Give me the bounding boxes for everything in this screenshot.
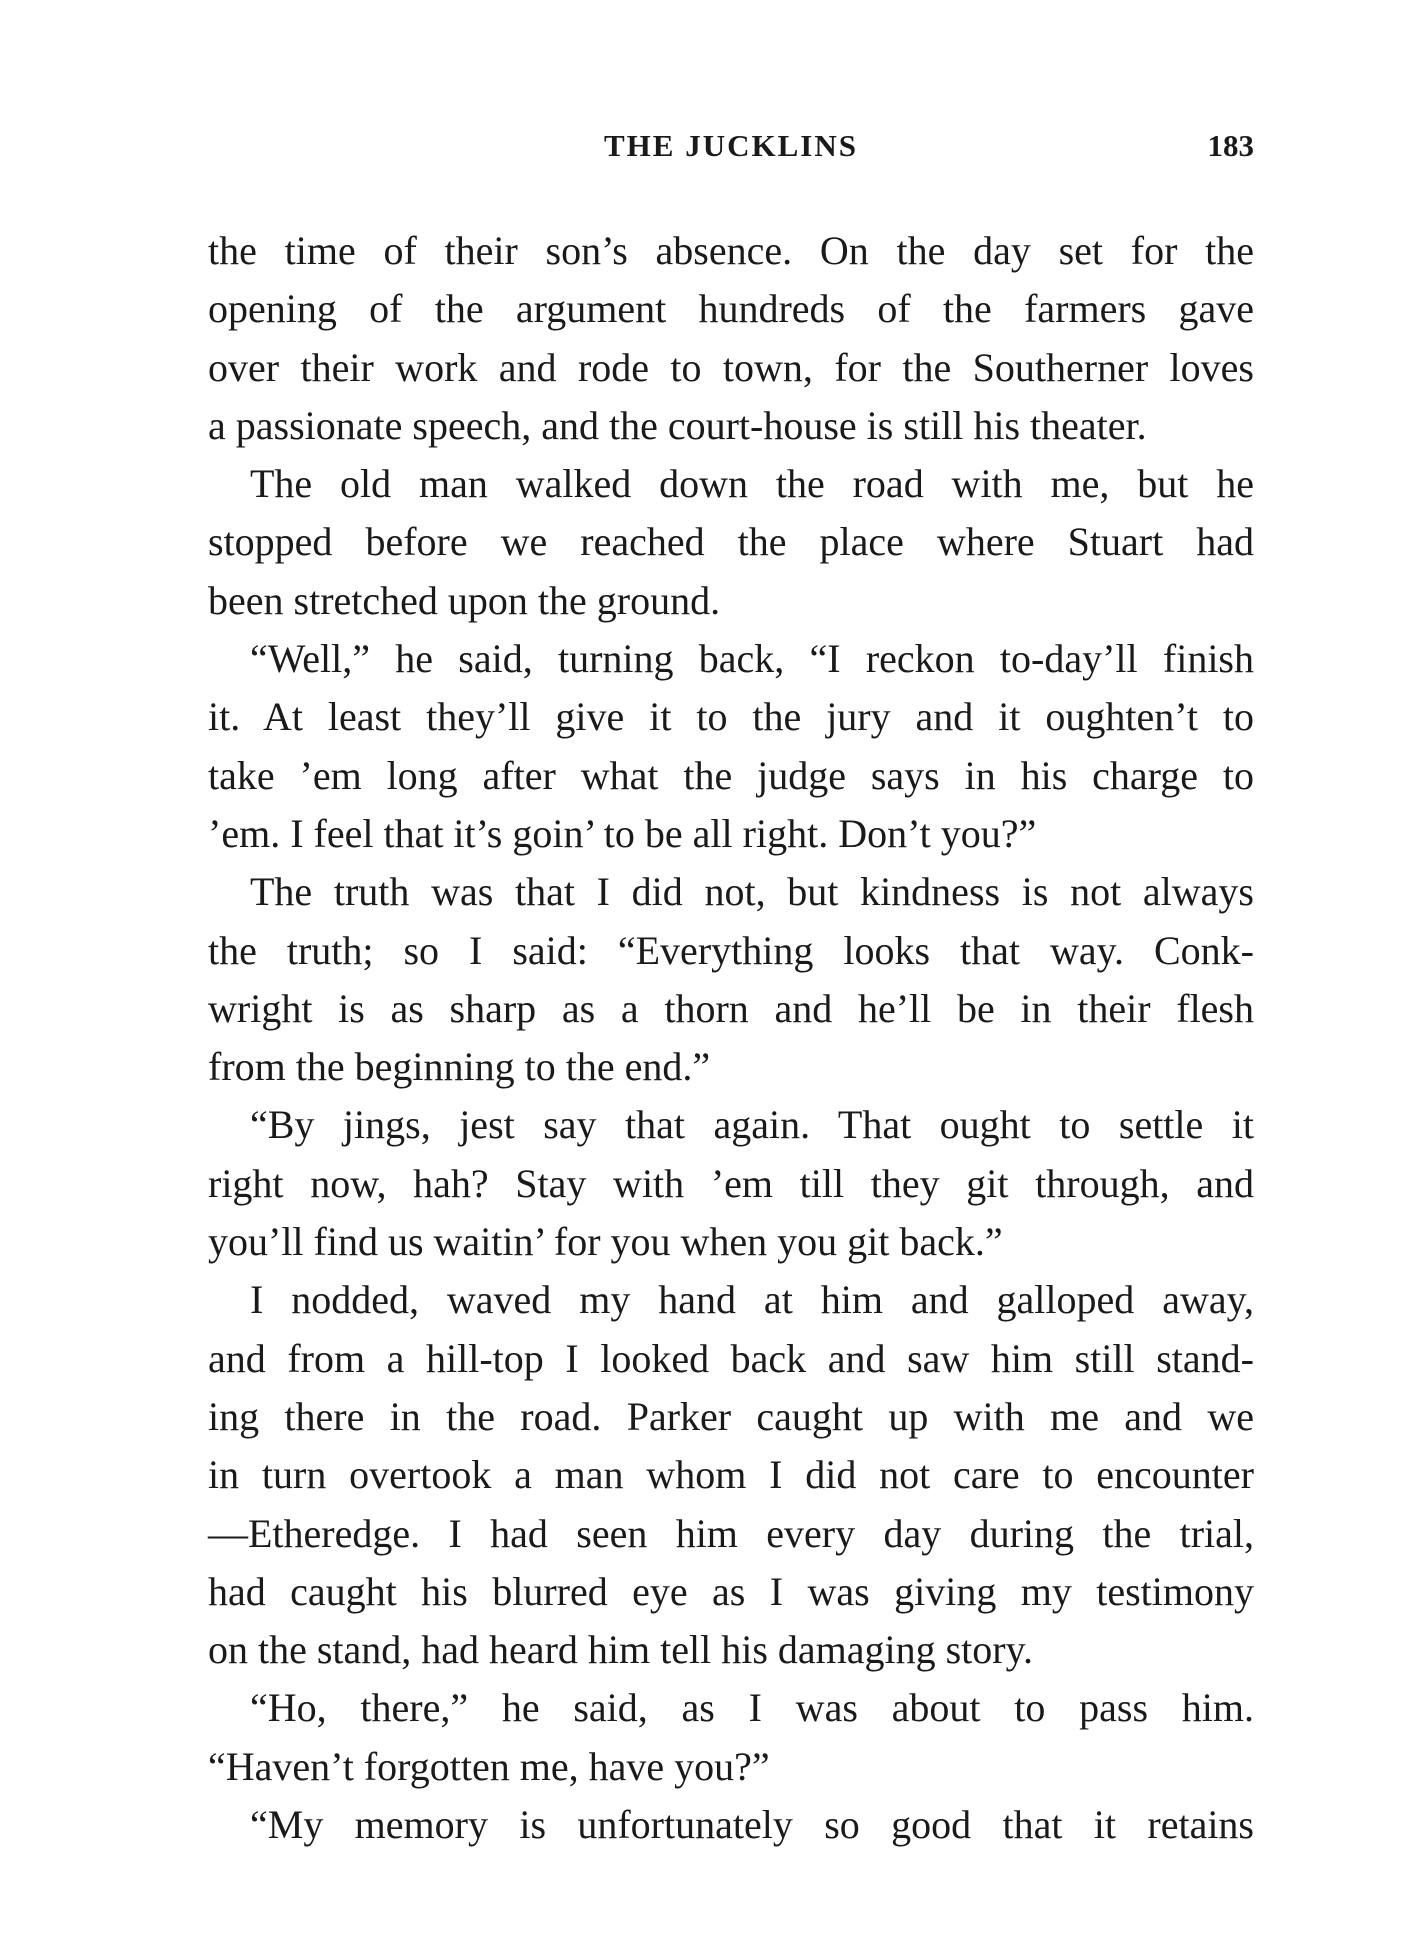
paragraph bbox=[208, 863, 1254, 1096]
text-line: take ’em long after what the judge says in his charge to bbox=[208, 752, 1254, 798]
running-head bbox=[208, 128, 1254, 178]
text-line: on the stand, had heard him tell his damaging story. bbox=[208, 1627, 1034, 1673]
text-line: from the beginning to the end.” bbox=[208, 1044, 711, 1090]
paragraph bbox=[208, 1679, 1254, 1796]
text-line: you’ll find us waitin’ for you when you git back.” bbox=[208, 1219, 1003, 1265]
text-line: “My memory is unfortunately so good that it retains bbox=[250, 1802, 1254, 1848]
text-line: stopped before we reached the place where Stuart had bbox=[208, 519, 1254, 565]
text-line: and from a hill-top I looked back and saw him still stand- bbox=[208, 1335, 1254, 1381]
text-line: The truth was that I did not, but kindness is not always bbox=[250, 869, 1254, 915]
text-line: ’em. I feel that it’s goin’ to be all right. Don’t you?” bbox=[208, 810, 1037, 856]
text-line: over their work and rode to town, for the Southerner loves bbox=[208, 344, 1254, 390]
body-text bbox=[208, 222, 1254, 1854]
page-number: 183 bbox=[1207, 128, 1254, 163]
text-line: right now, hah? Stay with ’em till they git through, and bbox=[208, 1160, 1254, 1206]
text-line: in turn overtook a man whom I did not care to encounter bbox=[208, 1452, 1254, 1498]
text-line: opening of the argument hundreds of the farmers gave bbox=[208, 286, 1254, 332]
text-line: the time of their son’s absence. On the day set for the bbox=[208, 228, 1254, 273]
text-line: wright is as sharp as a thorn and he’ll be in their flesh bbox=[208, 985, 1254, 1031]
text-line: it. At least they’ll give it to the jury and it oughten’t to bbox=[208, 694, 1254, 740]
text-line: “Ho, there,” he said, as I was about to pass him. bbox=[250, 1685, 1254, 1731]
paragraph bbox=[208, 1096, 1254, 1271]
text-line: been stretched upon the ground. bbox=[208, 577, 721, 623]
text-line: —Etheredge. I had seen him every day during the trial, bbox=[208, 1510, 1254, 1556]
text-line: The old man walked down the road with me, but he bbox=[250, 461, 1254, 507]
paragraph bbox=[208, 1271, 1254, 1679]
text-line: “Well,” he said, turning back, “I reckon to-day’ll finish bbox=[250, 636, 1254, 682]
text-line: “By jings, jest say that again. That ought to settle it bbox=[250, 1102, 1254, 1148]
text-line: ing there in the road. Parker caught up with me and we bbox=[208, 1393, 1254, 1439]
running-title: THE JUCKLINS bbox=[604, 128, 858, 163]
text-line: the truth; so I said: “Everything looks that way. Conk- bbox=[208, 927, 1254, 973]
text-line: had caught his blurred eye as I was giving my testimony bbox=[208, 1568, 1254, 1614]
paragraph bbox=[208, 455, 1254, 630]
text-line: “Haven’t forgotten me, have you?” bbox=[208, 1743, 770, 1789]
text-line: I nodded, waved my hand at him and galloped away, bbox=[250, 1277, 1254, 1323]
paragraph bbox=[208, 630, 1254, 863]
paragraph bbox=[208, 222, 1254, 455]
paragraph bbox=[208, 1796, 1254, 1854]
text-line: a passionate speech, and the court-house is still his theater. bbox=[208, 402, 1147, 448]
